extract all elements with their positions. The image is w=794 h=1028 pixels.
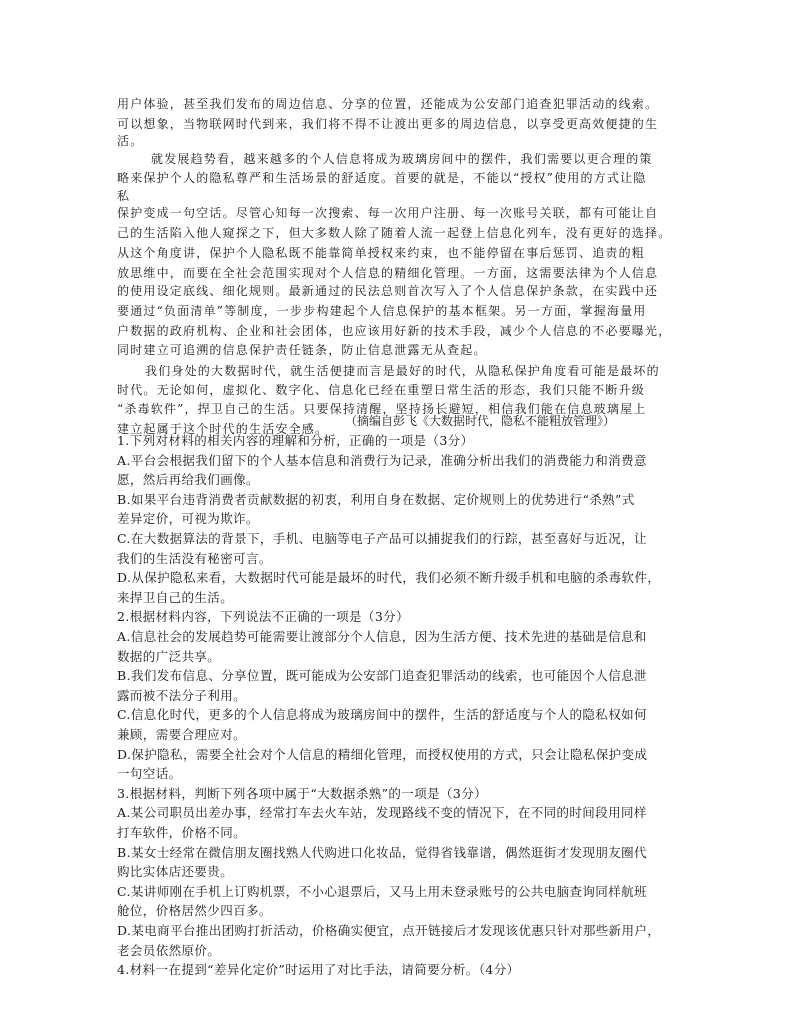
passage-line: “杀毒软件”，捍卫自己的生活。只要保持清醒，坚持扬长避短，相信我们能在信息玻璃屋上 (117, 402, 647, 416)
answer-option-line: 露而被不法分子利用。 (117, 688, 247, 703)
answer-option-line: B.某女士经常在微信朋友圈找熟人代购进口化妆品，觉得省钱靠谱，偶然逛街才发现朋友圈代 (117, 845, 647, 860)
answer-option-line: A.平台会根据我们留下的个人基本信息和消费行为记录，准确分析出我们的消费能力和消费意 (117, 453, 647, 468)
passage-line: 保护变成一句空话。尽管心知每一次搜索、每一次用户注册、每一次账号关联，都有可能让自 (117, 206, 659, 220)
answer-option-line: 舱位，价格居然少四百多。 (117, 903, 272, 918)
passage-line: 建立起属于这个时代的生活安全感。 (117, 422, 329, 436)
answer-option-line: 差异定价，可视为欺诈。 (117, 511, 259, 526)
answer-option-line: C.信息化时代，更多的个人信息将成为玻璃房间中的摆件，生活的舒适度与个人的隐私权如何 (117, 707, 647, 722)
answer-option-line: 购比实体店还要贵。 (117, 864, 234, 879)
passage-line: 就发展趋势看，越来越多的个人信息将成为玻璃房间中的摆件，我们需要以更合理的策 (151, 152, 653, 166)
passage-line: 私 (117, 189, 131, 203)
answer-option-line: 数据的广泛共享。 (117, 649, 221, 664)
question-stem: 4.材料一在提到“差异化定价”时运用了对比手法，请简要分析。（4分） (117, 962, 520, 977)
answer-option-line: 一句空话。 (117, 766, 182, 781)
passage-line: 活。 (117, 134, 144, 148)
passage-line: 时代。无论如何，虚拟化、数字化、信息化已经在重塑日常生活的形态，我们只能不断升级 (117, 383, 646, 397)
answer-option-line: 来捍卫自己的生活。 (117, 590, 234, 605)
passage-line: 户数据的政府机构、企业和社会团体，也应该用好新的技术手段，减少个人信息的不必要曝光， (117, 324, 672, 338)
answer-option-line: D.某电商平台推出团购打折活动，价格确实便宜，点开链接后才发现该优惠只针对那些新用户， (117, 923, 661, 938)
answer-option-line: 我们的生活没有秘密可言。 (117, 551, 272, 566)
answer-option-line: D.从保护隐私来看，大数据时代可能是最坏的时代，我们必须不断升级手机和电脑的杀毒软件， (117, 570, 661, 585)
answer-option-line: A.某公司职员出差办事，经常打车去火车站，发现路线不变的情况下，在不同的时间段用同样 (117, 805, 647, 820)
answer-option-line: 老会员依然原价。 (117, 943, 221, 958)
answer-option-line: 愿，然后再给我们画像。 (117, 472, 259, 487)
passage-line: 用户体验，甚至我们发布的周边信息、分享的位置，还能成为公安部门追查犯罪活动的线索。 (117, 97, 659, 111)
passage-line: 可以想象，当物联网时代到来，我们将不得不让渡出更多的周边信息，以享受更高效便捷的生 (117, 117, 659, 131)
question-stem: 2.根据材料内容，下列说法不正确的一项是（3分） (117, 609, 409, 624)
question-stem: 3.根据材料，判断下列各项中属于“大数据杀熟”的一项是（3分） (117, 786, 488, 801)
passage-line: 我们身处的大数据时代，就生活便捷而言是最好的时代，从隐私保护角度看可能是最坏的 (145, 364, 660, 378)
answer-option-line: B.如果平台违背消费者贡献数据的初衷，利用自身在数据、定价规则上的优势进行“杀熟”式 (117, 492, 635, 507)
answer-option-line: 打车软件，价格不同。 (117, 825, 247, 840)
passage-line: 略来保护个人的隐私尊严和生活场景的舒适度。首要的就是，不能以“授权”使用的方式让隐 (117, 171, 647, 185)
answer-option-line: A.信息社会的发展趋势可能需要让渡部分个人信息，因为生活方便、技术先进的基础是信息和 (117, 629, 647, 644)
passage-line: 己的生活陷入他人窥探之下，但大多数人除了随着人流一起登上信息化列车，没有更好的选择。 (117, 226, 672, 240)
passage-line: 从这个角度讲，保护个人隐私既不能靠简单授权来约束，也不能停留在事后惩罚、追责的粗 (117, 246, 646, 260)
question-stem: 1.下列对材料的相关内容的理解和分析，正确的一项是（3分） (117, 433, 474, 448)
answer-option-line: C.某讲师刚在手机上订购机票，不小心退票后，又马上用未登录账号的公共电脑查询同样航班 (117, 884, 647, 899)
source-citation: （摘编自彭飞《大数据时代，隐私不能粗放管理》） (345, 414, 616, 428)
answer-option-line: B.我们发布信息、分享位置，既可能成为公安部门追查犯罪活动的线索，也可能因个人信息泄 (117, 668, 647, 683)
answer-option-line: C.在大数据算法的背景下，手机、电脑等电子产品可以捕捉我们的行踪，甚至喜好与近况，让 (117, 531, 647, 546)
answer-option-line: D.保护隐私，需要全社会对个人信息的精细化管理，而授权使用的方式，只会让隐私保护变成 (117, 747, 648, 762)
passage-line: 的使用设定底线、细化规则。最新通过的民法总则首次写入了个人信息保护条款，在实践中还 (117, 284, 659, 298)
passage-line: 要通过“负面清单”等制度，一步步构建起个人信息保护的基本框架。另一方面，掌握海量用 (117, 304, 647, 318)
answer-option-line: 兼顾，需要合理应对。 (117, 727, 247, 742)
passage-line: 放思维中，而要在全社会范围实现对个人信息的精细化管理。一方面，这需要法律为个人信息 (117, 266, 659, 280)
passage-line: 同时建立可追溯的信息保护责任链条，防止信息泄露无从查起。 (117, 343, 487, 357)
